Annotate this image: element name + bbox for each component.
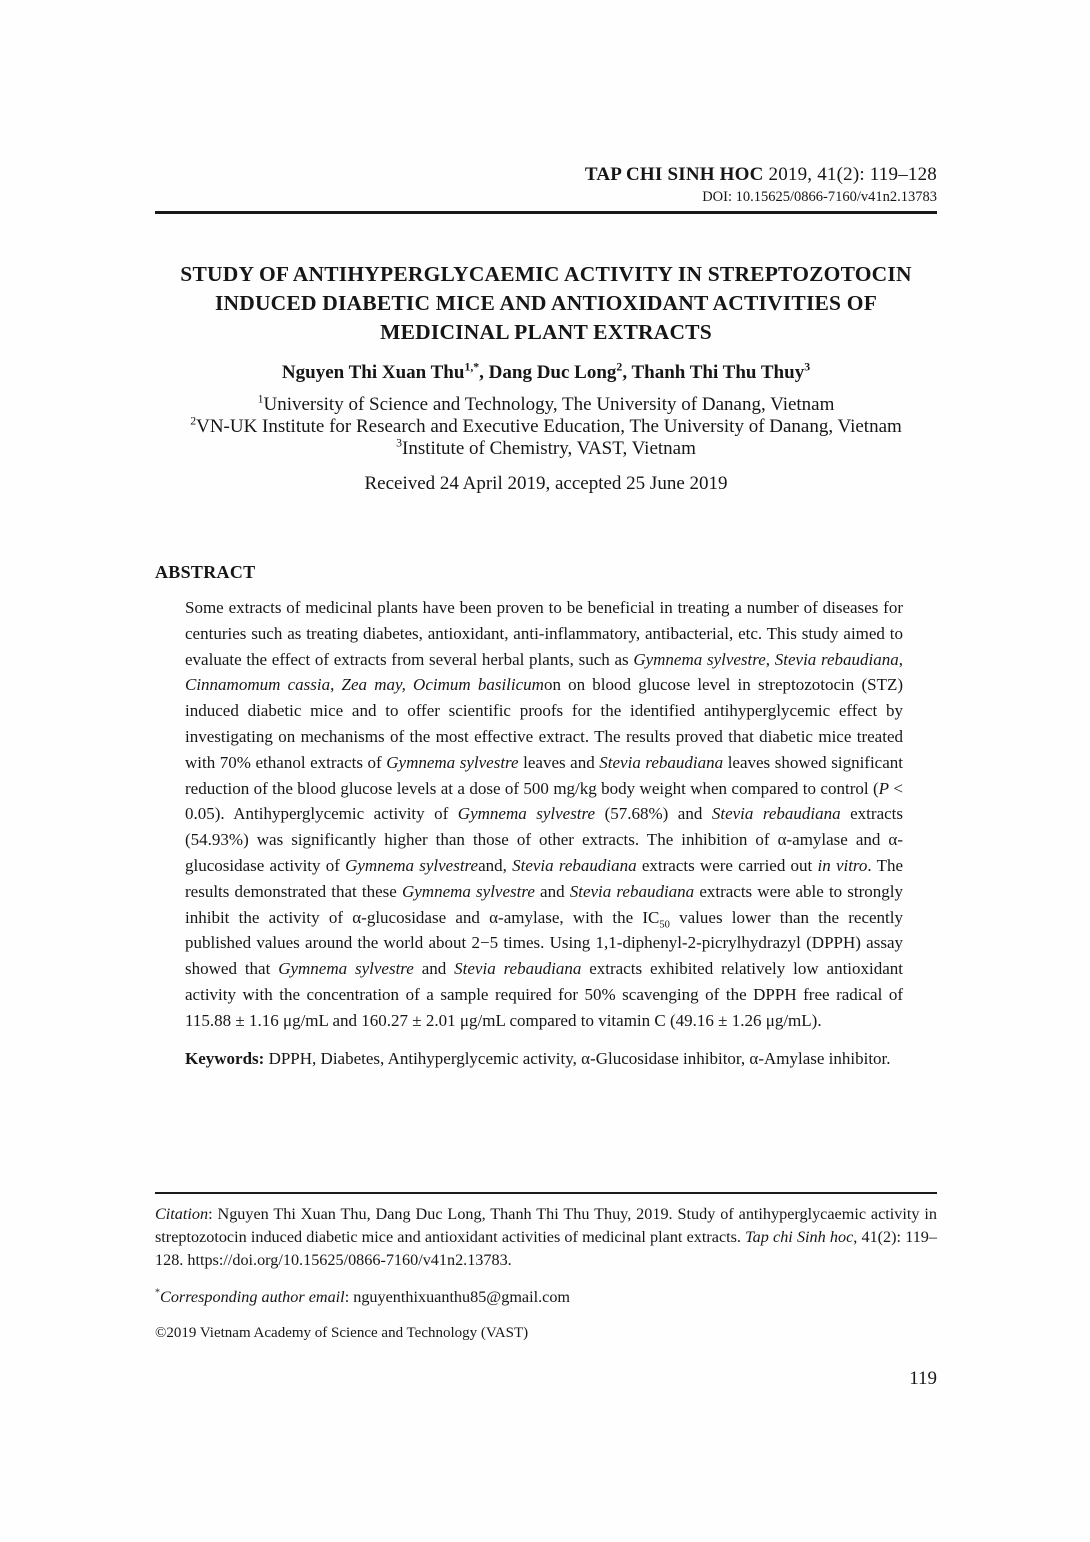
journal-issue-line: TAP CHI SINH HOC 2019, 41(2): 119–128	[584, 164, 937, 185]
citation-text: Citation: Nguyen Thi Xuan Thu, Dang Duc Long, Thanh Thi Thu Thuy, 2019. Study of antihyperglycaemic activity in streptozotocin induced diabetic mice and antioxidant activities of medicinal plant extracts. Tap chi Sinh hoc, 41(2): 119–128. https://doi.org/10.15625/0866-7160/v41n2.13783.	[155, 1205, 937, 1269]
paper-title-line-3: MEDICINAL PLANT EXTRACTS	[380, 320, 712, 344]
paper-title-line-1: STUDY OF ANTIHYPERGLYCAEMIC ACTIVITY IN STREPTOZOTOCIN	[180, 262, 912, 286]
affiliation-line-2: $^2$VN-UK Institute for Research and Executive Education, The University of Danang, Vietnam	[190, 414, 902, 437]
paper-title	[155, 260, 937, 347]
paper-title-line-2: INDUCED DIABETIC MICE AND ANTIOXIDANT ACTIVITIES OF	[214, 291, 878, 315]
first-page-footnotes	[155, 1192, 937, 1342]
page-number: 119	[909, 1368, 937, 1389]
header-divider	[155, 211, 937, 214]
authors-line: Nguyen Thi Xuan Thu$^{1,*}$, Dang Duc Long$^2$, Thanh Thi Thu Thuy$^3$	[281, 360, 811, 383]
affiliation-line-3: $^3$Institute of Chemistry, VAST, Vietnam	[396, 436, 696, 459]
copyright-line: ©2019 Vietnam Academy of Science and Technology (VAST)	[155, 1325, 529, 1341]
corresponding-author-note: *Corresponding author email: nguyenthixuanthu85@gmail.com	[155, 1287, 571, 1306]
affiliation-line-1: $^1$University of Science and Technology, The University of Danang, Vietnam	[257, 392, 835, 415]
affiliations-block	[155, 394, 937, 460]
received-accepted-line: Received 24 April 2019, accepted 25 June 2019	[364, 473, 728, 494]
doi-line: DOI: 10.15625/0866-7160/v41n2.13783	[702, 189, 937, 205]
abstract-heading: ABSTRACT	[155, 562, 256, 582]
keywords-line: Keywords: DPPH, Diabetes, Antihyperglycemic activity, α-Glucosidase inhibitor, α-Amylase inhibitor.	[185, 1048, 891, 1068]
citation-divider	[155, 1192, 937, 1194]
journal-header	[155, 164, 937, 206]
abstract-body: Some extracts of medicinal plants have been proven to be beneficial in treating a number of diseases for centuries such as treating diabetes, antioxidant, anti-inflammatory, antibacterial, etc. This study aimed to evaluate the effect of extracts from several herbal plants, such as Gymnema sylvestre, Stevia rebaudiana, Cinnamomum cassia, Zea may, Ocimum basilicumon on blood glucose level in streptozotocin (STZ) induced diabetic mice and to offer scientific proofs for the identified antihyperglycemic effect by investigating on mechanisms of the most effective extract. The results proved that diabetic mice treated with 70% ethanol extracts of Gymnema sylvestre leaves and Stevia rebaudiana leaves showed significant reduction of the blood glucose levels at a dose of 500 mg/kg body weight when compared to control (P < 0.05). Antihyperglycemic activity of Gymnema sylvestre (57.68%) and Stevia rebaudiana extracts (54.93%) was significantly higher than those of other extracts. The inhibition of α-amylase and α-glucosidase activity of Gymnema sylvestreand, Stevia rebaudiana extracts were carried out in vitro. The results demonstrated that these Gymnema sylvestre and Stevia rebaudiana extracts were able to strongly inhibit the activity of α-glucosidase and α-amylase, with the $IC_{50}$ values lower than the recently published values around the world about 2−5 times. Using 1,1-diphenyl-2-picrylhydrazyl (DPPH) assay showed that Gymnema sylvestre and Stevia rebaudiana extracts exhibited relatively low antioxidant activity with the concentration of a sample required for 50% scavenging of the DPPH free radical of 115.88 ± 1.16 μg/mL and 160.27 ± 2.01 μg/mL compared to vitamin C (49.16 ± 1.26 μg/mL).	[185, 598, 904, 1030]
